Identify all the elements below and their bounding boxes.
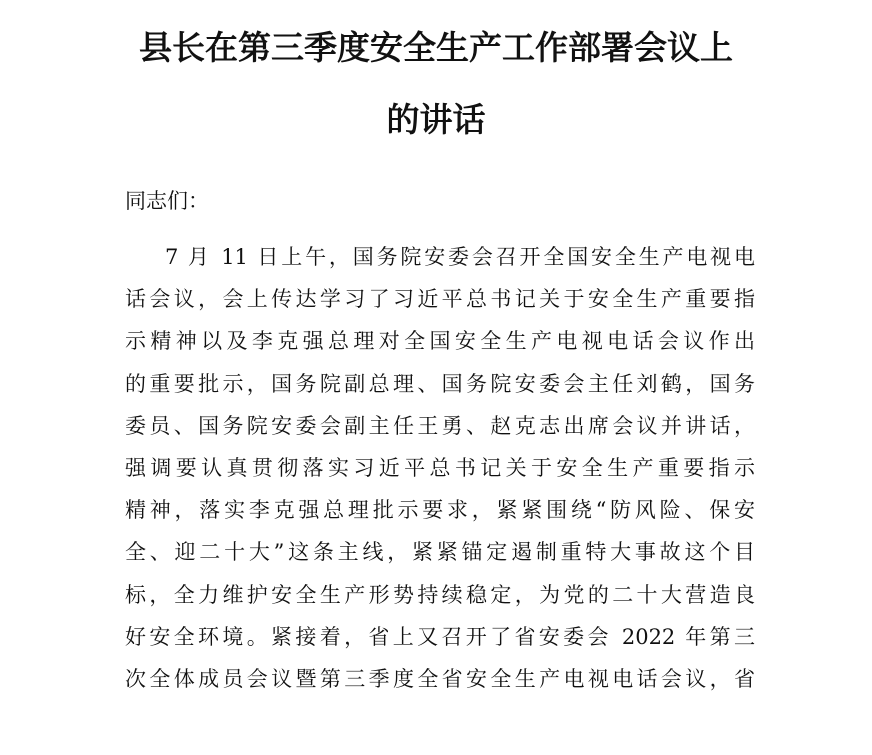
paragraph-line: 示精神以及李克强总理对全国安全生产电视电话会议作出 [125, 329, 755, 354]
document-title-line-1: 县长在第三季度安全生产工作部署会议上 [139, 28, 733, 67]
paragraph-line: 的重要批示，国务院副总理、国务院安委会主任刘鹤，国务 [125, 371, 755, 396]
paragraph-line: 好安全环境。紧接着，省上又召开了省安委会 2022 年第三 [125, 624, 755, 649]
paragraph-line: 全、迎二十大”这条主线，紧紧锚定遏制重特大事故这个目 [125, 540, 755, 565]
body-paragraph [125, 242, 755, 706]
paragraph-line: 强调要认真贯彻落实习近平总书记关于安全生产重要指示 [125, 455, 755, 480]
paragraph-line: 次全体成员会议暨第三季度全省安全生产电视电话会议，省 [125, 666, 755, 691]
document-title-line-2: 的讲话 [386, 100, 486, 139]
paragraph-line: 精神，落实李克强总理批示要求，紧紧围绕“防风险、保安 [125, 498, 755, 523]
paragraph-line: 话会议，会上传达学习了习近平总书记关于安全生产重要指 [125, 287, 755, 312]
paragraph-line: 标，全力维护安全生产形势持续稳定，为党的二十大营造良 [125, 582, 755, 607]
paragraph-line: 7 月 11 日上午，国务院安委会召开全国安全生产电视电 [165, 245, 755, 269]
salutation: 同志们： [125, 189, 209, 213]
paragraph-line: 委员、国务院安委会副主任王勇、赵克志出席会议并讲话， [125, 413, 755, 438]
